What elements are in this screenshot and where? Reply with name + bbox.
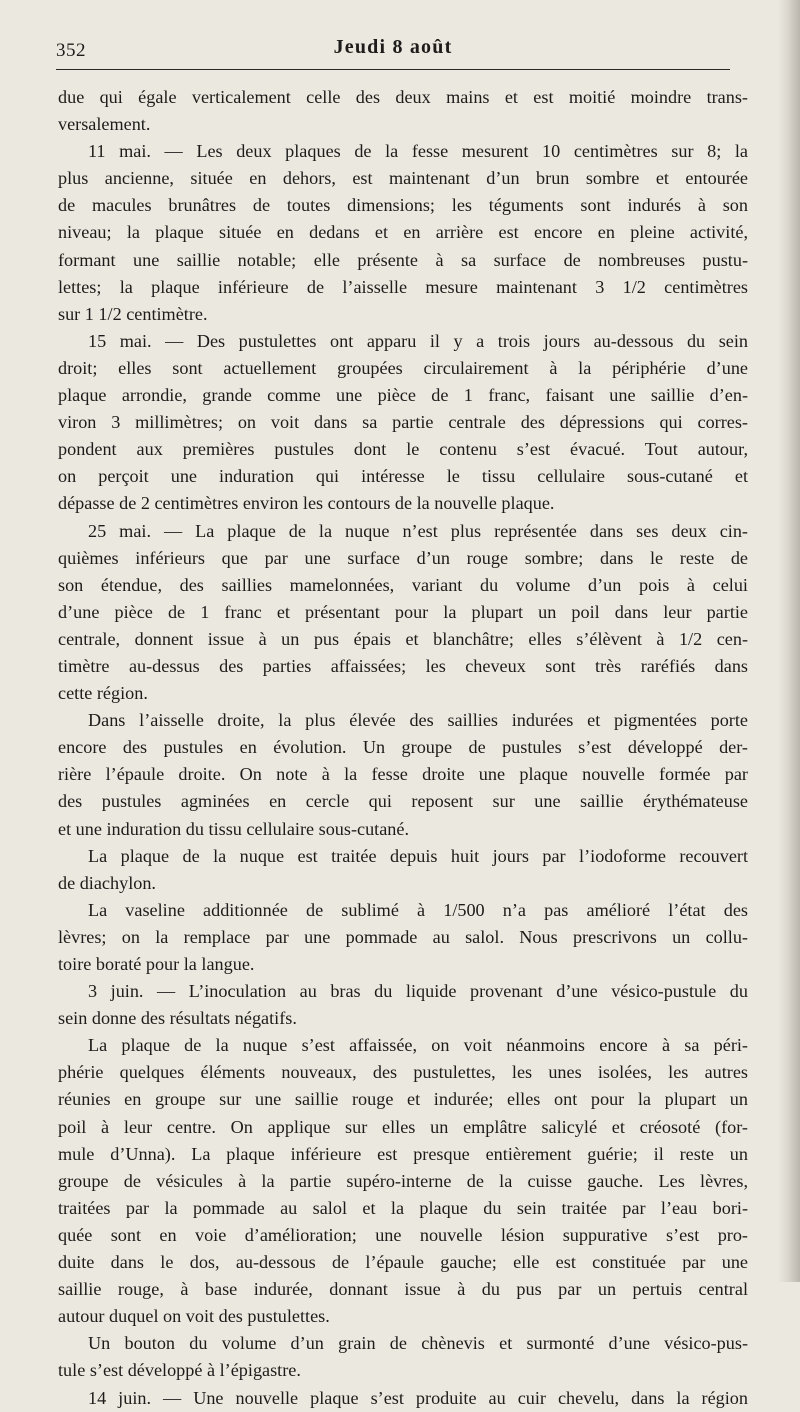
text-line: traitées par la pommade au salol et la plaque du sein traitée par l’eau bori- (58, 1197, 748, 1218)
text-line: formant une saillie notable; elle présente à sa surface de nombreuses pustu- (58, 249, 748, 270)
text-line: 11 mai. — Les deux plaques de la fesse mesurent 10 centimètres sur 8; la (88, 141, 748, 162)
text-line: autour duquel on voit des pustulettes. (58, 1306, 330, 1327)
text-line: mule d’Unna). La plaque inférieure est presque entièrement guérie; il reste un (58, 1143, 748, 1164)
text-line: niveau; la plaque située en dedans et en arrière est encore en pleine activité, (58, 222, 748, 243)
text-line: lèvres; on la remplace par une pommade au salol. Nous prescrivons un collu- (58, 926, 748, 947)
text-line: 14 juin. — Une nouvelle plaque s’est produite au cuir chevelu, dans la région (88, 1387, 748, 1408)
text-line: réunies en groupe sur une saillie rouge et indurée; elles ont pour la plupart un (58, 1089, 748, 1110)
text-line: rière l’épaule droite. On note à la fesse droite une plaque nouvelle formée par (58, 764, 748, 785)
text-line: pondent aux premières pustules dont le contenu s’est évacué. Tout autour, (58, 439, 748, 460)
text-line: Dans l’aisselle droite, la plus élevée des saillies indurées et pigmentées porte (88, 710, 748, 731)
text-line: La plaque de la nuque est traitée depuis huit jours par l’iodoforme recouvert (88, 845, 748, 866)
running-head: Jeudi 8 août (333, 36, 453, 58)
text-line: quée sont en voie d’amélioration; une nouvelle lésion suppurative s’est pro- (58, 1224, 748, 1245)
text-line: plus ancienne, située en dehors, est maintenant d’un brun sombre et entourée (58, 168, 748, 189)
page-header (56, 32, 730, 68)
text-line: sur 1 1/2 centimètre. (58, 303, 208, 324)
text-line: 3 juin. — L’inoculation au bras du liquide provenant d’une vésico-pustule du (88, 981, 748, 1002)
text-line: viron 3 millimètres; on voit dans sa partie centrale des dépressions qui corres- (58, 412, 748, 433)
text-line: quièmes inférieurs que par une surface d’un rouge sombre; dans le reste de (58, 547, 748, 568)
text-line: plaque arrondie, grande comme une pièce de 1 franc, faisant une saillie d’en- (58, 385, 748, 406)
text-line: tule s’est développé à l’épigastre. (58, 1360, 301, 1381)
text-line: de diachylon. (58, 872, 156, 893)
text-line: due qui égale verticalement celle des deux mains et est moitié moindre trans- (58, 87, 748, 107)
text-line: timètre au-dessus des parties affaissées; les cheveux sont très raréfiés dans (58, 655, 748, 676)
text-line: phérie quelques éléments nouveaux, des pustulettes, les unes isolées, les autres (58, 1062, 748, 1083)
text-line: toire boraté pour la langue. (58, 954, 255, 974)
text-line: La plaque de la nuque s’est affaissée, on voit néanmoins encore à sa péri- (88, 1035, 748, 1056)
text-line: encore des pustules en évolution. Un groupe de pustules s’est développé der- (58, 737, 748, 758)
text-line: centrale, donnent issue à un pus épais et blanchâtre; elles s’élèvent à 1/2 cen- (58, 628, 748, 649)
text-line: et une induration du tissu cellulaire sous-cutané. (58, 818, 410, 839)
text-line: 25 mai. — La plaque de la nuque n’est plus représentée dans ses deux cin- (88, 520, 748, 541)
text-line: on perçoit une induration qui intéresse le tissu cellulaire sous-cutané et (58, 466, 748, 487)
text-line: de macules brunâtres de toutes dimensions; les téguments sont indurés à son (58, 195, 748, 216)
text-line: sein donne des résultats négatifs. (58, 1008, 297, 1029)
text-line: versalement. (58, 114, 151, 135)
text-line: d’une pièce de 1 franc et présentant pour la plupart un poil dans leur partie (58, 601, 748, 622)
text-line: duite dans le dos, au-dessous de l’épaule gauche; elle est constituée par une (58, 1252, 748, 1273)
text-line: cette région. (58, 683, 148, 704)
page-number: 352 (56, 40, 86, 61)
text-line: La vaseline additionnée de sublimé à 1/500 n’a pas amélioré l’état des (88, 899, 748, 920)
text-line: dépasse de 2 centimètres environ les contours de la nouvelle plaque. (58, 493, 555, 514)
text-line: son étendue, des saillies mamelonnées, variant du volume d’un pois à celui (58, 574, 748, 595)
text-line: Un bouton du volume d’un grain de chènevis et surmonté d’une vésico-pus- (88, 1333, 748, 1354)
text-line: 15 mai. — Des pustulettes ont apparu il y a trois jours au-dessous du sein (88, 330, 748, 351)
text-line: saillie rouge, à base indurée, donnant issue à du pus par un pertuis central (58, 1279, 748, 1300)
text-line: groupe de vésicules à la partie supéro-interne de la cuisse gauche. Les lèvres, (58, 1170, 748, 1191)
page-edge-shadow (778, 0, 800, 1282)
text-line: poil à leur centre. On applique sur elles un emplâtre salicylé et créosoté (for- (58, 1116, 748, 1137)
text-line: des pustules agminées en cercle qui reposent sur une saillie érythémateuse (58, 791, 748, 812)
text-line: lettes; la plaque inférieure de l’aisselle mesure maintenant 3 1/2 centimètres (58, 276, 748, 297)
text-line: droit; elles sont actuellement groupées circulairement à la périphérie d’une (58, 357, 748, 378)
body-text (58, 84, 748, 1412)
header-rule (56, 69, 730, 70)
